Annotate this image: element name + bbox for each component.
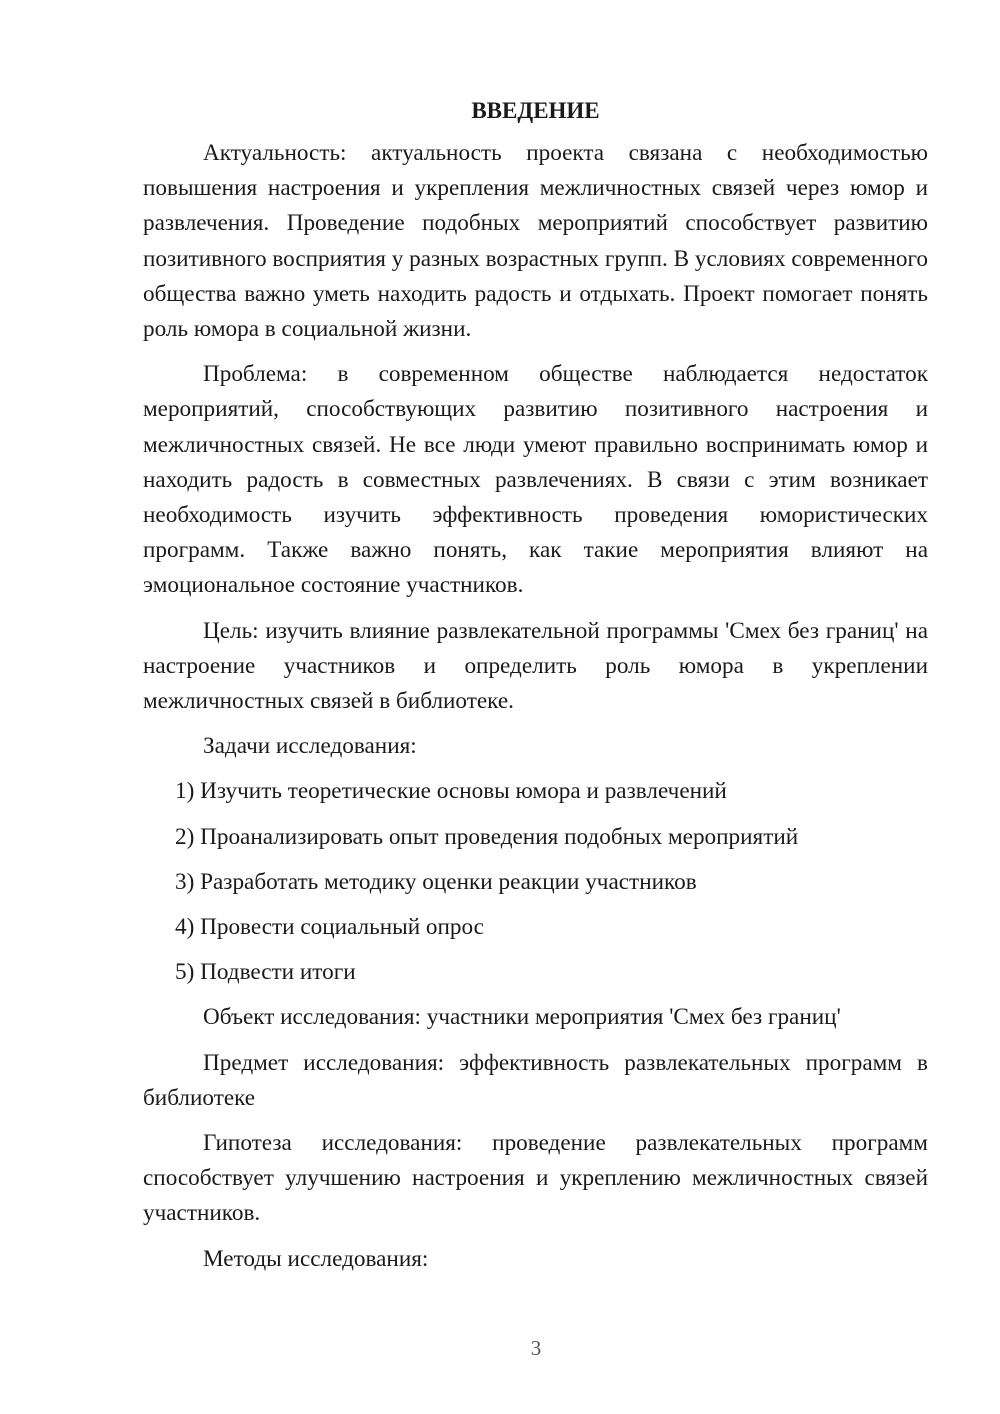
paragraph-object: Объект исследования: участники мероприятия 'Смех без границ' — [203, 1004, 841, 1031]
paragraph-goal: Цель: изучить влияние развлекательной программы 'Смех без границ' на настроение участников и определить роль юмора в укреплении межличностных связей в библиотеке. — [143, 617, 928, 715]
methods-heading: Методы исследования: — [203, 1245, 429, 1272]
paragraph-relevance: Актуальность: актуальность проекта связана с необходимостью повышения настроения и укрепления межличностных связей через юмор и развлечения. Проведение подобных мероприятий способствует развитию позитивного восприятия у разных возрастных групп. В условиях современного общества важно уметь находить радость и отдыхать. Проект помогает понять роль юмора в социальной жизни. — [143, 140, 928, 343]
page-number: 3 — [530, 1336, 542, 1360]
paragraph-subject: Предмет исследования: эффективность развлекательных программ в библиотеке — [143, 1049, 928, 1111]
section-title: ВВЕДЕНИЕ — [471, 98, 600, 123]
task-item-1: 1) Изучить теоретические основы юмора и развлечений — [175, 778, 727, 805]
page-content — [143, 96, 928, 1287]
tasks-heading: Задачи исследования: — [203, 733, 417, 760]
task-item-5: 5) Подвести итоги — [175, 959, 356, 986]
paragraph-problem: Проблема: в современном обществе наблюдается недостаток мероприятий, способствующих развитию позитивного настроения и межличностных связей. Не все люди умеют правильно воспринимать юмор и находить радость в совместных развлечениях. В связи с этим возникает необходимость изучить эффективность проведения юмористических программ. Также важно понять, как такие мероприятия влияют на эмоциональное состояние участников. — [143, 361, 928, 599]
paragraph-hypothesis: Гипотеза исследования: проведение развлекательных программ способствует улучшению настроения и укреплению межличностных связей участников. — [143, 1130, 928, 1227]
task-item-2: 2) Проанализировать опыт проведения подобных мероприятий — [175, 823, 799, 850]
task-item-4: 4) Провести социальный опрос — [175, 914, 484, 941]
task-item-3: 3) Разработать методику оценки реакции участников — [175, 868, 697, 895]
